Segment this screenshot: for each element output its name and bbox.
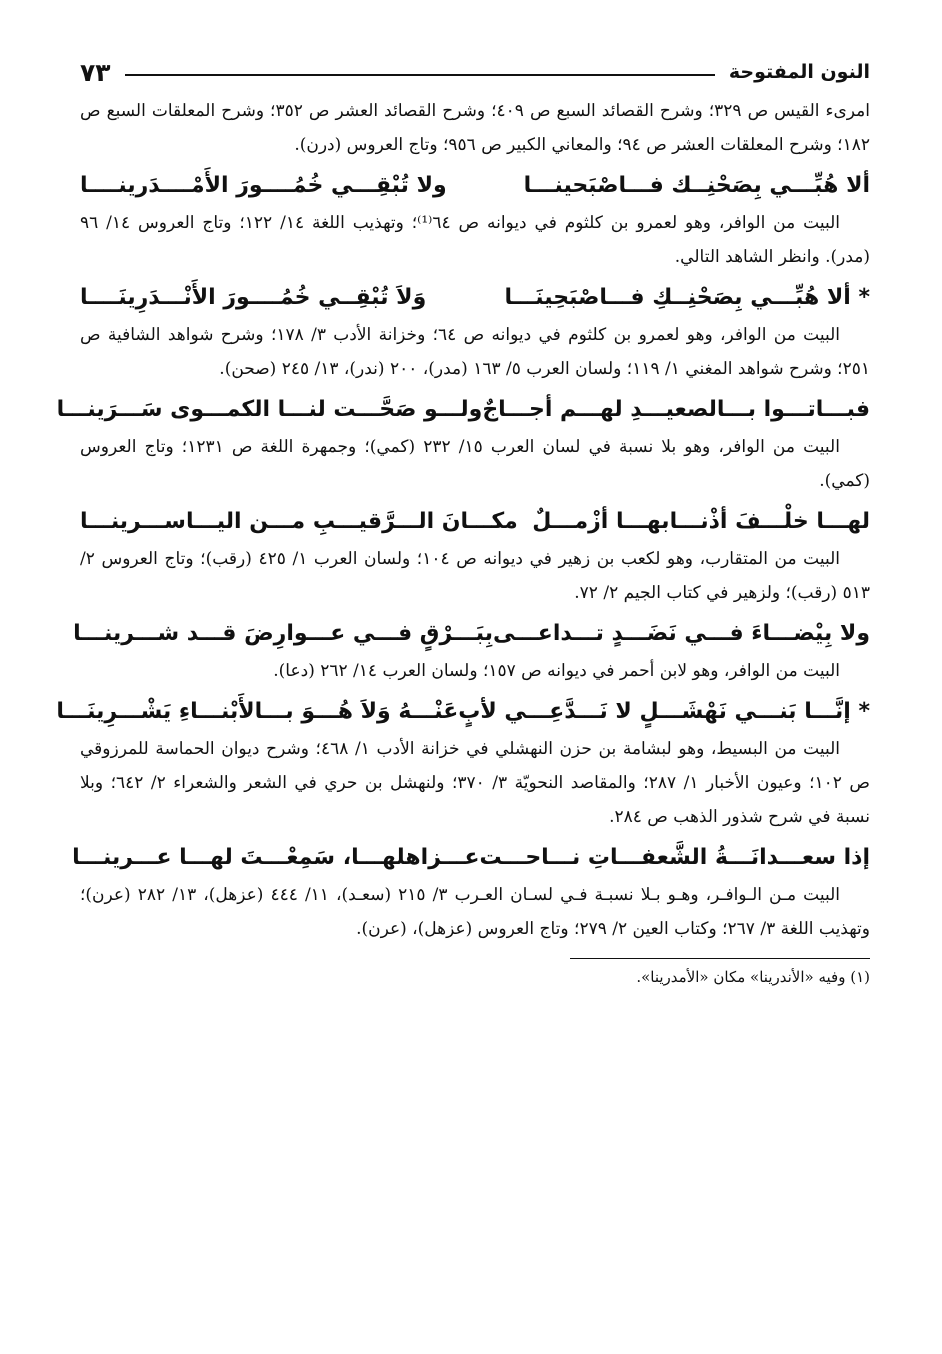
verse-note: البيت من الوافر، وهو لابن أحمر في ديوانه ص ١٥٧؛ ولسان العرب ١٤/ ٢٦٢ (دعا). bbox=[273, 661, 840, 681]
verse-ajuz: عَنْـــهُ وَلاَ هُـــوَ بـــالأَبْنـــاءِ يَشْـــرِينَـــا bbox=[56, 699, 459, 724]
entry-5 bbox=[73, 616, 870, 688]
entry-2 bbox=[80, 280, 870, 386]
footnote-rule bbox=[570, 958, 870, 959]
verse-ajuz: ولا تُبْقِـــي خُمُــــورَ الأَمْــــدَرينــــا bbox=[80, 173, 447, 198]
verse-note: البيت من الوافر، وهو لعمرو بن كلثوم في ديوانه ص ٦٤؛ وخزانة الأدب ٣/ ١٧٨؛ وشرح شواهد الشافية ص ٢٥١؛ وشرح شواهد المغني ١/ ١١٩؛ ولسان العرب ٥/ ١٦٣ (مدر)، ٢٠٠ (ندر)، ١٣/ ٢٤٥ (صحن). bbox=[80, 325, 870, 379]
verse-sadr: * إنَّـــا بَنـــي نَهْشَـــلٍ لا نَـــدَّعِـــي لأبٍ bbox=[458, 699, 870, 724]
header-rule bbox=[125, 74, 715, 76]
verse-ajuz: مكـــانَ الـــرَّقيـــبِ مـــن اليـــاســـرينـــا bbox=[80, 509, 518, 534]
verse-note: البيت من الوافر، وهو بلا نسبة في لسان العرب ١٥/ ٢٣٢ (كمي)؛ وجمهرة اللغة ص ١٢٣١؛ وتاج العروس (كمي). bbox=[80, 437, 870, 491]
verse-ajuz: وَلاَ تُبْقِــي خُمُــــورَ الأَنْـــدَرِينَــــا bbox=[80, 285, 427, 310]
verse bbox=[80, 504, 870, 540]
verse-note: البيت من الوافر، وهو لعمرو بن كلثوم في ديوانه ص ٦٤⁽¹⁾؛ وتهذيب اللغة ١٤/ ١٢٢؛ وتاج العروس ١٤/ ٩٦ (مدر). وانظر الشاهد التالي. bbox=[80, 213, 870, 267]
entry-4 bbox=[80, 504, 870, 610]
verse-sadr: * ألا هُبِّـــي بِصَحْنِــكِ فـــاصْبَحِينَـــا bbox=[504, 285, 870, 310]
book-page bbox=[56, 52, 871, 993]
verse-ajuz: ولـــو صَحَّـــت لنـــا الكمـــوى سَـــرَينـــا bbox=[56, 397, 483, 422]
verse bbox=[73, 616, 870, 652]
verse bbox=[80, 168, 870, 204]
verse bbox=[72, 840, 870, 876]
entry-1 bbox=[80, 168, 870, 274]
entry-7 bbox=[72, 840, 870, 946]
verse-sadr: إذا سعـــدانَـــةُ الشَّعفـــاتِ نـــاحـــت bbox=[479, 845, 870, 870]
verse-sadr: ولا بِيْضـــاءَ فـــي نَضَـــدٍ تـــداعـــى bbox=[492, 621, 870, 646]
verse-sadr: ألا هُبِّـــي بِصَحْنِــك فـــاصْبَحينـــا bbox=[523, 173, 870, 198]
chapter-title: النون المفتوحة bbox=[728, 61, 870, 83]
verse-ajuz: عـــزاهلهـــا، سَمِعْـــتَ لهـــا عـــرينـــا bbox=[72, 845, 480, 870]
verse-note: البيت من المتقارب، وهو لكعب بن زهير في ديوانه ص ١٠٤؛ ولسان العرب ١/ ٤٢٥ (رقب)؛ وتاج العروس ٢/ ٥١٣ (رقب)؛ ولزهير في كتاب الجيم ٢/ ٧٢. bbox=[80, 549, 870, 603]
verse-note: البيت مـن الـوافـر، وهـو بـلا نسبـة فـي لسـان العـرب ٣/ ٢١٥ (سعـد)، ١١/ ٤٤٤ (عزهل)، ١٣/ ٢٨٢ (عرن)؛ وتهذيب اللغة ٣/ ٢٦٧؛ وكتاب العين ٢/ ٢٧٩؛ وتاج العروس (عزهل)، (عرن). bbox=[80, 885, 870, 939]
entry-6 bbox=[56, 694, 870, 834]
footnote: (١) وفيه «الأندرينا» مكان «الأمدرينا». bbox=[636, 968, 870, 986]
page-header bbox=[80, 52, 870, 92]
page-number: ٧٣ bbox=[80, 57, 111, 87]
intro-note: امرىء القيس ص ٣٢٩؛ وشرح القصائد السبع ص ٤٠٩؛ وشرح القصائد العشر ص ٣٥٢؛ وشرح المعلقات السبع ص ١٨٢؛ وشرح المعلقات العشر ص ٩٤؛ والمعاني الكبير ص ٩٥٦؛ وتاج العروس (درن). bbox=[80, 101, 871, 155]
verse-ajuz: بِبَـــرْقٍ فـــي عـــوارِضَ قـــد شـــرينـــا bbox=[73, 621, 493, 646]
verse bbox=[56, 392, 870, 428]
verse-sadr: لهـــا خلْـــفَ أذْنـــابهـــا أزْمـــلٌ bbox=[532, 509, 870, 534]
verse bbox=[56, 694, 870, 730]
verse bbox=[80, 280, 870, 316]
verse-note: البيت من البسيط، وهو لبشامة بن حزن النهشلي في خزانة الأدب ١/ ٤٦٨؛ وشرح ديوان الحماسة للمرزوقي ص ١٠٢؛ وعيون الأخبار ١/ ٢٨٧؛ والمقاصد النحويّة ٣/ ٣٧٠؛ ولنهشل بن حري في الشعر والشعراء ٢/ ٦٤٢؛ وبلا نسبة في شرح شذور الذهب ص ٢٨٤. bbox=[80, 739, 870, 827]
entry-3 bbox=[56, 392, 870, 498]
verse-sadr: فبـــاتـــوا بـــالصعيـــدِ لهـــم أجـــاجٌ bbox=[482, 397, 870, 422]
